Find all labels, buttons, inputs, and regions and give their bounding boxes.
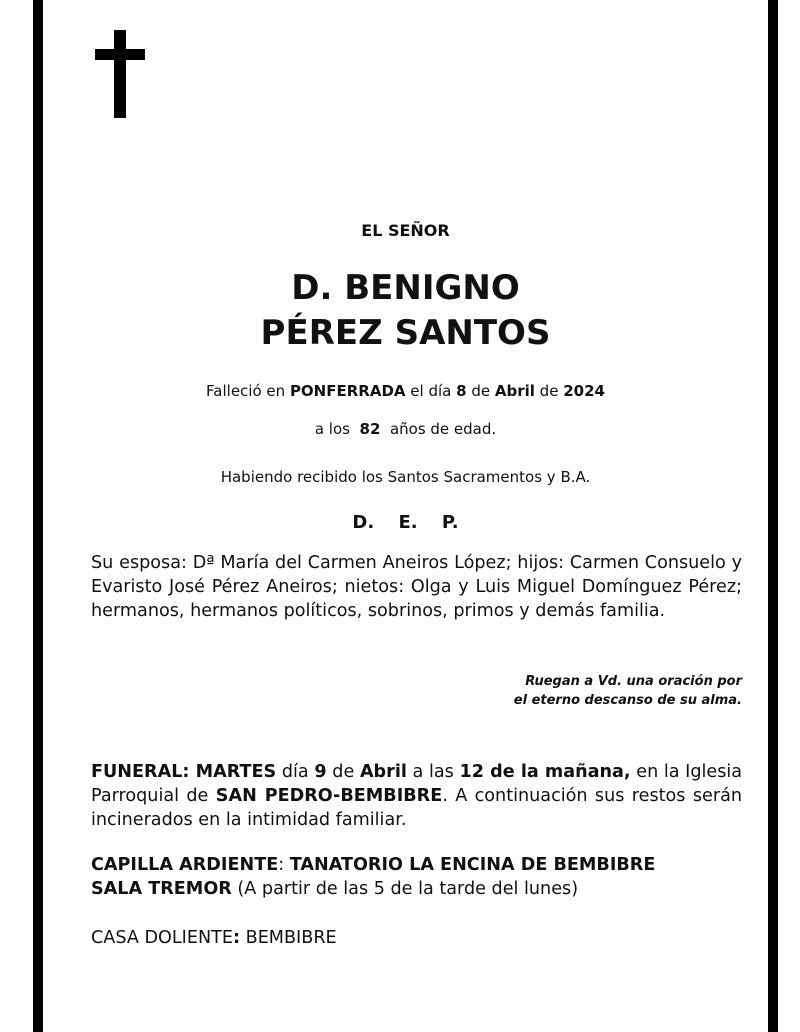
name-line-2: PÉREZ SANTOS bbox=[260, 313, 551, 353]
wake-info: CAPILLA ARDIENTE: TANATORIO LA ENCINA DE BEMBIBRE SALA TREMOR (A partir de las 5 de la tarde del lunes) bbox=[91, 855, 656, 899]
name-line-1: D. BENIGNO bbox=[291, 268, 520, 308]
family-text: Su esposa: Dª María del Carmen Aneiros López; hijos: Carmen Consuelo y Evaristo José Pérez Aneiros; nietos: Olga y Luis Miguel Domínguez Pérez; hermanos, hermanos políticos, sobrinos, primos y demás familia. bbox=[91, 553, 742, 621]
funeral-info: FUNERAL: MARTES día 9 de Abril a las 12 de la mañana, en la Iglesia Parroquial de SAN PEDRO-BEMBIBRE. A continuación sus restos serán incinerados en la intimidad familiar. bbox=[91, 762, 743, 830]
sacraments-text: Habiendo recibido los Santos Sacramentos y B.A. bbox=[220, 468, 591, 486]
age-info: a los 82 años de edad. bbox=[314, 420, 497, 438]
home-info: CASA DOLIENTE: BEMBIBRE bbox=[91, 928, 337, 948]
prayer-text: Ruegan a Vd. una oración por el eterno descanso de su alma. bbox=[513, 674, 742, 708]
death-info: Falleció en PONFERRADA el día 8 de Abril de 2024 bbox=[206, 382, 605, 400]
deceased-name bbox=[43, 266, 768, 356]
heading: EL SEÑOR bbox=[361, 221, 450, 240]
cross-icon bbox=[95, 30, 145, 118]
dep-text: D. E. P. bbox=[352, 512, 459, 533]
